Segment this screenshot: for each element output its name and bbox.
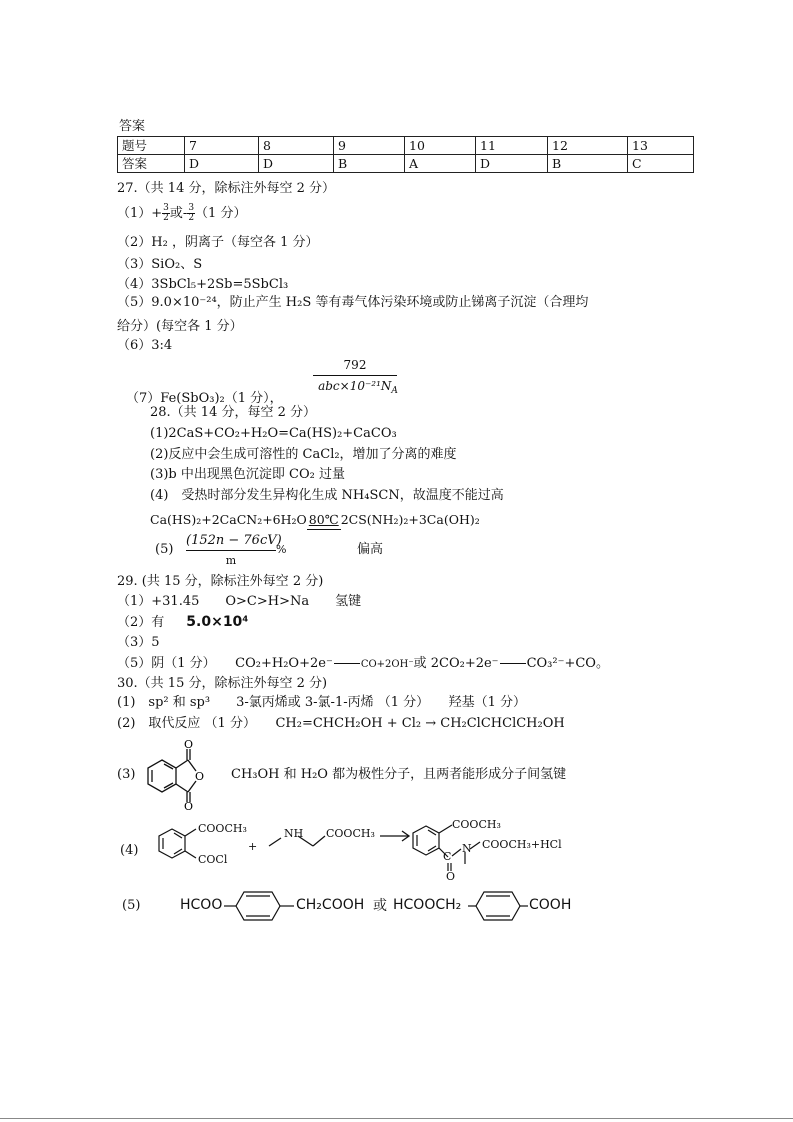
table-cell: D [476, 155, 548, 173]
table-cell: 12 [548, 137, 628, 155]
q30-a4-p-n: N [462, 842, 472, 855]
table-cell: C [628, 155, 694, 173]
q28-answer-2: (2)反应中会生成可溶性的 CaCl₂，增加了分离的难度 [150, 447, 457, 462]
q27-a7-den-text: abc×10⁻²¹N [318, 379, 392, 393]
q28-a5-numerator: (152n − 76cV) [186, 532, 276, 551]
q29-a2-label: （2）有 [117, 615, 165, 630]
q28-a5-label: (5) [155, 542, 174, 557]
frac-den: 2 [163, 213, 169, 223]
q30-a4-p-c: C [443, 850, 452, 863]
table-cell: 答案 [118, 155, 185, 173]
q30-a5-or: 或 [373, 898, 387, 914]
oxygen-label: O [184, 800, 194, 810]
page-bottom-divider [0, 1118, 793, 1119]
q29-title: 29. (共 15 分，除标注外每空 2 分) [117, 574, 324, 589]
q29-a5-part4: CO₃²⁻+CO。 [526, 656, 609, 671]
q30-a5-right1: CH₂COOH [296, 897, 365, 913]
q29-answer-3: （3）5 [117, 635, 160, 650]
q30-answer-1: (1) sp² 和 sp³ 3-氯丙烯或 3-氯-1-丙烯 （1 分） 羟基（1 分） [117, 695, 527, 710]
q28-eq-condition: 80℃ [307, 511, 341, 530]
q27-a1-prefix: （1）+ [117, 206, 163, 221]
table-cell: 题号 [118, 137, 185, 155]
q27-answer-6: （6）3:4 [117, 338, 173, 353]
oxygen-label: O [184, 738, 194, 751]
q27-a1-suffix: （1 分） [195, 206, 247, 221]
q27-title: 27.（共 14 分，除标注外每空 2 分） [117, 181, 336, 196]
q28-title: 28.（共 14 分，每空 2 分） [150, 405, 317, 420]
benzene-ring-1 [222, 888, 300, 924]
q27-answer-2: （2）H₂ ，阴离子（每空各 1 分） [117, 235, 319, 250]
q30-answer-3: CH₃OH 和 H₂O 都为极性分子，且两者能形成分子间氢键 [231, 767, 567, 782]
q30-title: 30.（共 15 分，除标注外每空 2 分) [117, 676, 328, 691]
table-cell: D [259, 155, 334, 173]
frac-num: 3 [188, 203, 195, 213]
table-cell: A [405, 155, 476, 173]
q29-a5-part2: CO+2OH⁻ [360, 659, 414, 670]
q30-a5-right2: COOH [529, 897, 572, 913]
table-cell: B [334, 155, 405, 173]
q28-a5-denominator: m [225, 554, 237, 567]
q27-a1-mid: 或- [169, 206, 188, 221]
q28-equation [150, 511, 480, 530]
q28-a5-percent: % [276, 543, 287, 556]
answer-heading: 答案 [119, 119, 146, 134]
q30-a4-label: (4) [120, 843, 139, 858]
q27-answer-1 [117, 202, 246, 226]
equation-line [500, 663, 526, 664]
oxygen-label: O [195, 770, 205, 783]
q27-answer-4: （4）3SbCl₅+2Sb=5SbCl₃ [117, 277, 289, 292]
equation-line [334, 663, 360, 664]
table-row-answers [118, 155, 694, 173]
q27-answer-7: （7）Fe(SbO₃)₂（1 分）， [126, 391, 283, 406]
frac-num: 3 [163, 203, 169, 213]
q30-a4-p-tail: COOCH₃+HCl [482, 838, 562, 851]
q30-a4-p-top: COOCH₃ [452, 818, 501, 831]
table-cell: D [185, 155, 259, 173]
table-cell: B [548, 155, 628, 173]
q27-a7-denominator [313, 377, 403, 395]
fraction [187, 204, 195, 223]
q27-a7-fraction-bar [313, 375, 397, 376]
q27-answer-5-line2: 给分）(每空各 1 分） [117, 319, 243, 334]
q30-a4-r2-nh: NH [284, 827, 304, 840]
q28-eq-right: 2CS(NH₂)₂+3Ca(OH)₂ [340, 512, 480, 527]
table-cell: 9 [334, 137, 405, 155]
q28-answer-3: (3)b 中出现黑色沉淀即 CO₂ 过量 [150, 467, 345, 482]
q30-a5-label: (5) [122, 898, 141, 913]
q30-a5-left2: HCOOCH₂ [393, 897, 462, 913]
q29-a5-part1: （5）阴（1 分） CO₂+H₂O+2e⁻ [117, 656, 333, 671]
q30-a4-plus: + [248, 840, 258, 853]
q30-a4-r1-top: COOCH₃ [198, 822, 247, 835]
table-cell: 10 [405, 137, 476, 155]
q28-answer-4: (4) 受热时部分发生异构化生成 NH₄SCN，故温度不能过高 [150, 488, 504, 503]
table-cell: 8 [259, 137, 334, 155]
table-row-numbers [118, 137, 694, 155]
q27-a7-numerator: 792 [343, 358, 367, 372]
q27-a7-den-sub: A [391, 386, 398, 396]
q30-a4-r1-bottom: COCl [198, 853, 228, 866]
answer-table [117, 136, 694, 173]
q28-a5-note: 偏高 [357, 542, 384, 557]
q28-answer-1: (1)2CaS+CO₂+H₂O=Ca(HS)₂+CaCO₃ [150, 426, 397, 441]
q27-answer-3: （3）SiO₂、S [117, 257, 203, 272]
q30-a4-p-o: O [446, 870, 456, 883]
q30-a5-left1: HCOO [180, 897, 223, 913]
table-cell: 11 [476, 137, 548, 155]
fraction [162, 204, 170, 223]
q29-answer-5 [117, 655, 609, 674]
benzene-ring-2 [466, 888, 532, 924]
q30-answer-2: (2) 取代反应 （1 分） CH₂=CHCH₂OH + Cl₂ → CH₂ClCHClCH₂OH [117, 716, 565, 731]
phthalic-anhydride-structure [140, 738, 210, 810]
q30-a3-label: (3) [117, 767, 136, 782]
table-cell: 7 [185, 137, 259, 155]
q30-a4-r2-ester: COOCH₃ [326, 827, 375, 840]
frac-den: 2 [188, 213, 195, 223]
q28-eq-left: Ca(HS)₂+2CaCN₂+6H₂O [150, 512, 307, 527]
q29-answer-1: （1）+31.45 O>C>H>Na 氢键 [117, 594, 362, 609]
q27-answer-5-line1: （5）9.0×10⁻²⁴，防止产生 H₂S 等有毒气体污染环境或防止锑离子沉淀（合理均 [117, 295, 589, 310]
q29-a5-part3: 或 2CO₂+2e⁻ [413, 656, 499, 671]
q29-a2-value: 5.0×10⁴ [186, 614, 249, 630]
q29-answer-2 [117, 613, 248, 632]
table-cell: 13 [628, 137, 694, 155]
